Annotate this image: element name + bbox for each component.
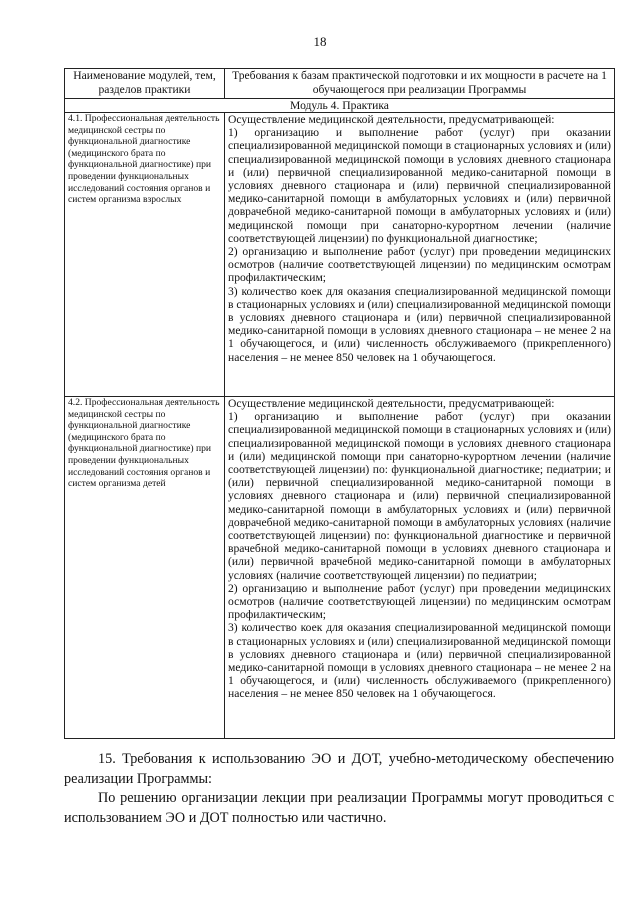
requirement-intro: Осуществление медицинской деятельности, предусматривающей: <box>228 397 555 410</box>
page-number: 18 <box>313 34 327 49</box>
section-name-4-1: 4.1. Профессиональная деятельность медицинской сестры по функциональной диагностике (медицинского брата по функциональной диагностике) при проведении функциональных исследований состояния органов и систем организма взрослых <box>65 113 225 397</box>
requirement-item: 1) организацию и выполнение работ (услуг) при оказании специализированной медицинской помощи в стационарных условиях и (или) специализированной медицинской помощи в условиях дневного стационара и (или) медицинской помощи при санаторно-курортном лечении (наличие соответствующей лицензии) по: функциональной диагностике; педиатрии; и (или) первичной специализированной медико-санитарной помощи в условиях дневного стационара и (или) первичной специализированной медико-санитарной помощи в амбулаторных условиях и (или) первичной доврачебной медико-санитарной помощи в амбулаторных условиях (наличие соответствующей лицензии) по: функциональной диагностике и первичной врачебной медико-санитарной помощи в условиях дневного стационара и (или) первичной врачебной медико-санитарной помощи в амбулаторных условиях (наличие соответствующей лицензии) по педиатрии; <box>228 410 611 582</box>
section-requirements-4-1 <box>225 113 615 397</box>
requirement-item: 2) организацию и выполнение работ (услуг) при проведении медицинских осмотров (наличие соответствующей лицензии) по медицинским осмотрам профилактическим; <box>228 581 611 622</box>
section-requirements-4-2 <box>225 397 615 739</box>
table-row <box>65 397 615 739</box>
module-title-row <box>65 99 615 113</box>
header-requirements: Требования к базам практической подготовки и их мощности в расчете на 1 обучающегося при реализации Программы <box>225 69 615 99</box>
requirement-intro: Осуществление медицинской деятельности, предусматривающей: <box>228 113 555 126</box>
requirement-item: 1) организацию и выполнение работ (услуг) при оказании специализированной медицинской помощи в стационарных условиях и (или) специализированной медицинской помощи в условиях дневного стационара и (или) первичной специализированной медико-санитарной помощи в условиях дневного стационара и (или) первичной специализированной медико-санитарной помощи в амбулаторных условиях и (или) первичной доврачебной медико-санитарной помощи в амбулаторных условиях и (или) медицинской помощи при санаторно-курортном лечении (наличие соответствующей лицензии) по функциональной диагностике; <box>228 126 611 245</box>
section-name-4-2: 4.2. Профессиональная деятельность медицинской сестры по функциональной диагностике (медицинского брата по функциональной диагностике) при проведении функциональных исследований состояния органов и систем организма детей <box>65 397 225 739</box>
table-header-row <box>65 69 615 99</box>
requirements-table <box>64 68 615 739</box>
requirement-item: 3) количество коек для оказания специализированной медицинской помощи в стационарных условиях и (или) специализированной медицинской помощи в условиях дневного стационара и (или) первичной специализированной медико-санитарной помощи в условиях дневного стационара – не менее 2 на 1 обучающегося, и (или) численность обслуживаемого (прикрепленного) населения – не менее 850 человек на 1 обучающегося. <box>228 284 611 364</box>
section-15-paragraph: 15. Требования к использованию ЭО и ДОТ, учебно-методическому обеспечению реализации Программы: <box>64 751 614 787</box>
lectures-paragraph: По решению организации лекции при реализации Программы могут проводиться с использованием ЭО и ДОТ полностью или частично. <box>64 790 614 826</box>
requirement-item: 3) количество коек для оказания специализированной медицинской помощи в стационарных условиях и (или) специализированной медицинской помощи в условиях дневного стационара и (или) первичной специализированной медико-санитарной помощи в условиях дневного стационара – не менее 2 на 1 обучающегося, и (или) численность обслуживаемого (прикрепленного) населения – не менее 850 человек на 1 обучающегося. <box>228 621 611 701</box>
module-title: Модуль 4. Практика <box>65 99 615 113</box>
header-modules: Наименование модулей, тем, разделов практики <box>65 69 225 99</box>
table-row <box>65 113 615 397</box>
requirement-item: 2) организацию и выполнение работ (услуг) при проведении медицинских осмотров (наличие соответствующей лицензии) по медицинским осмотрам профилактическим; <box>228 245 611 285</box>
